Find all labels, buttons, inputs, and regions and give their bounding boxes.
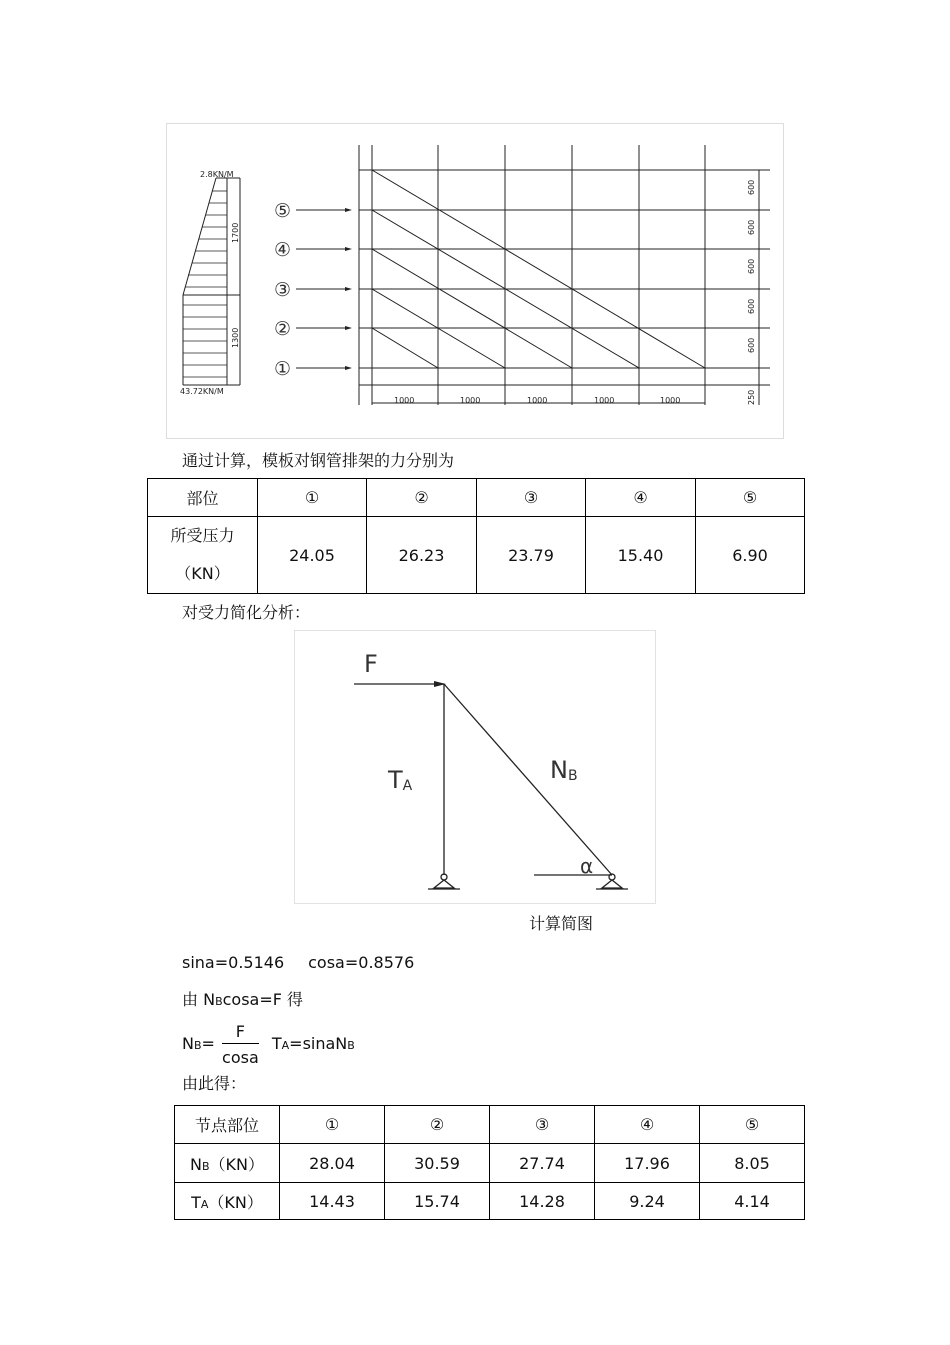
row-label-cell <box>175 1183 280 1220</box>
table-cell: 24.05 <box>258 517 367 594</box>
conclusion-text: 由此得： <box>182 1074 247 1093</box>
intro-text: 通过计算，模板对钢管排架的力分别为 <box>182 451 455 470</box>
row-dim: 250 <box>747 389 756 405</box>
table-header-cell: ⑤ <box>700 1106 805 1144</box>
eq-pre: 由 N <box>182 990 216 1009</box>
ta-main: T <box>388 766 403 794</box>
table-cell: 27.74 <box>490 1144 595 1183</box>
table-header-cell: ④ <box>595 1106 700 1144</box>
col-dim: 1000 <box>660 396 681 405</box>
row-dim: 600 <box>747 337 756 353</box>
trig-values <box>182 953 414 973</box>
row-dim: 600 <box>747 179 756 195</box>
table-header-cell: ③ <box>477 479 586 517</box>
table-cell: 4.14 <box>700 1183 805 1220</box>
scaffold-load-diagram <box>166 123 784 439</box>
row-label-cell <box>175 1144 280 1183</box>
force-f-label: F <box>364 650 378 678</box>
nb-row-main: N <box>190 1154 202 1174</box>
nb-formula-eq: = <box>201 1034 215 1053</box>
node-label-3: ③ <box>274 279 292 301</box>
table-header-cell: ② <box>367 479 477 517</box>
table-row <box>175 1183 805 1220</box>
nb-row-sub: B <box>201 1159 210 1173</box>
col-dim: 1000 <box>394 396 415 405</box>
nb-sub: B <box>567 768 578 784</box>
row-label-line2: （KN） <box>175 564 230 583</box>
nb-row-unit: （KN） <box>209 1154 264 1174</box>
node-label-5: ⑤ <box>274 200 292 222</box>
table-cell: 23.79 <box>477 517 586 594</box>
table-header-cell: ④ <box>586 479 696 517</box>
dim-upper-label: 1700 <box>231 222 240 243</box>
load-top-label: 2.8KN/M <box>200 170 234 179</box>
fraction-numerator: F <box>222 1022 259 1044</box>
table-cell: 30.59 <box>385 1144 490 1183</box>
table-cell: 9.24 <box>595 1183 700 1220</box>
result-table <box>174 1105 805 1220</box>
table-header-row <box>148 479 805 517</box>
row-dim: 600 <box>747 258 756 274</box>
node-label-4: ④ <box>274 239 292 261</box>
table-header-cell: 部位 <box>148 479 258 517</box>
nb-formula <box>182 1022 355 1067</box>
ta-formula-post: =sinaN <box>289 1034 348 1053</box>
force-diagram <box>294 630 656 904</box>
table-cell: 28.04 <box>280 1144 385 1183</box>
table-cell: 15.74 <box>385 1183 490 1220</box>
ta-row-unit: （KN） <box>208 1192 263 1212</box>
pressure-table <box>147 478 805 594</box>
table-row <box>148 517 805 594</box>
table-cell: 14.43 <box>280 1183 385 1220</box>
table-cell: 8.05 <box>700 1144 805 1183</box>
alpha-label: α <box>580 854 594 878</box>
equilibrium-line <box>182 990 303 1012</box>
sina-value: sina=0.5146 <box>182 953 285 972</box>
row-label-line1: 所受压力 <box>170 526 235 545</box>
nb-formula-sub: B <box>193 1039 202 1052</box>
fraction <box>222 1022 259 1067</box>
eq-post: cosa=F 得 <box>222 990 304 1009</box>
table-cell: 26.23 <box>367 517 477 594</box>
table-header-cell: ① <box>258 479 367 517</box>
table-cell: 15.40 <box>586 517 696 594</box>
table-header-cell: ② <box>385 1106 490 1144</box>
table-header-cell: 节点部位 <box>175 1106 280 1144</box>
ta-formula-post-sub: B <box>347 1039 355 1052</box>
table-row <box>175 1144 805 1183</box>
col-dim: 1000 <box>460 396 481 405</box>
table-header-row <box>175 1106 805 1144</box>
row-dim: 600 <box>747 219 756 235</box>
table-header-cell: ⑤ <box>696 479 805 517</box>
table-header-cell: ③ <box>490 1106 595 1144</box>
load-bottom-label: 43.72KN/M <box>180 387 224 396</box>
table-cell: 14.28 <box>490 1183 595 1220</box>
node-label-2: ② <box>274 318 292 340</box>
table-header-cell: ① <box>280 1106 385 1144</box>
nb-formula-main: N <box>182 1034 194 1053</box>
eq-sub: B <box>215 995 223 1008</box>
nb-main: N <box>550 756 568 784</box>
dim-lower-label: 1300 <box>231 327 240 348</box>
ta-formula-sub: A <box>281 1039 290 1052</box>
row-label-cell <box>148 517 258 594</box>
col-dim: 1000 <box>594 396 615 405</box>
ta-row-sub: A <box>200 1197 209 1211</box>
table-cell: 6.90 <box>696 517 805 594</box>
fraction-denominator: cosa <box>222 1048 259 1067</box>
ta-row-main: T <box>191 1192 201 1212</box>
figure-caption: 计算简图 <box>529 914 594 933</box>
cosa-value: cosa=0.8576 <box>308 953 415 972</box>
col-dim: 1000 <box>527 396 548 405</box>
ta-formula-main: T <box>271 1034 282 1053</box>
analysis-text: 对受力简化分析： <box>182 603 311 622</box>
table-cell: 17.96 <box>595 1144 700 1183</box>
node-label-1: ① <box>274 358 292 380</box>
ta-sub: A <box>402 778 413 794</box>
row-dim: 600 <box>747 298 756 314</box>
